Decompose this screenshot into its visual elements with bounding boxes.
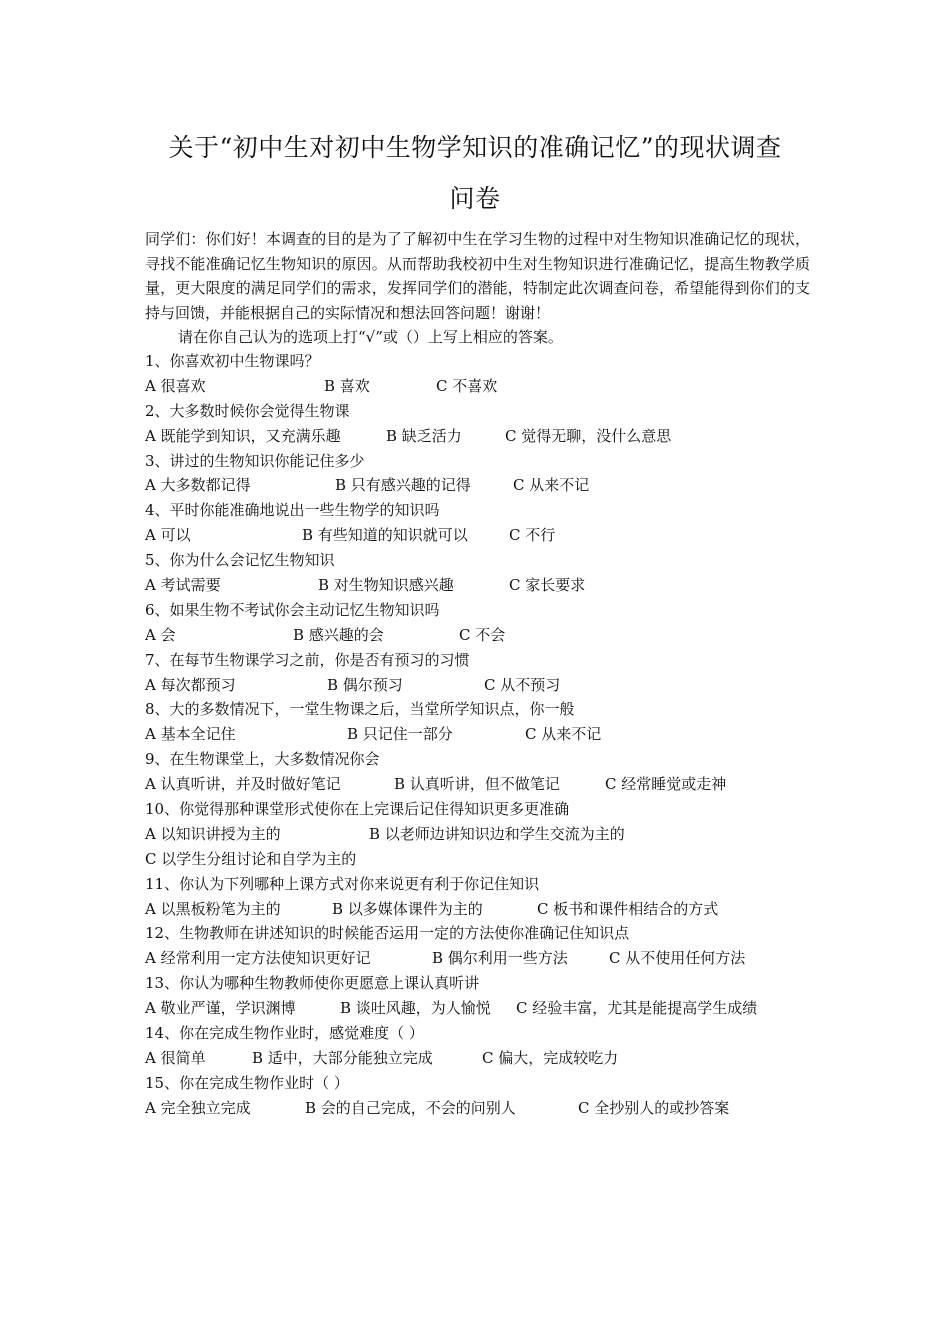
- options-3: [145, 473, 810, 498]
- option-b[interactable]: B 以老师边讲知识边和学生交流为主的: [369, 824, 625, 843]
- question-3: 3、讲过的生物知识你能记住多少: [145, 451, 365, 470]
- options-13: [145, 996, 810, 1021]
- option-b[interactable]: B 缺乏活力: [386, 426, 462, 445]
- option-b[interactable]: B 偶尔利用一些方法: [432, 949, 568, 968]
- option-b[interactable]: B 对生物知识感兴趣: [318, 576, 454, 595]
- option-c[interactable]: C 以学生分组讨论和自学为主的: [145, 849, 357, 868]
- option-b[interactable]: B 只有感兴趣的记得: [335, 476, 471, 495]
- option-c[interactable]: C 不会: [459, 625, 506, 644]
- question-list: [145, 349, 810, 1121]
- options-12: [145, 946, 810, 971]
- option-a[interactable]: A 考试需要: [145, 576, 221, 595]
- option-c[interactable]: C 不喜欢: [436, 376, 498, 395]
- intro-paragraph: 同学们：你们好！本调查的目的是为了了解初中生在学习生物的过程中对生物知识准确记忆的现状，寻找不能准确记忆生物知识的原因。从而帮助我校初中生对生物知识进行准确记忆，提高生物教学质量，更大限度的满足同学们的需求，发挥同学们的潜能，特制定此次调查问卷，希望能得到你们的支持与回馈，并能根据自己的实际情况和想法回答问题！谢谢！: [145, 230, 810, 322]
- option-c[interactable]: C 板书和课件相结合的方式: [537, 899, 719, 918]
- question-2: 2、大多数时候你会觉得生物课: [145, 401, 350, 420]
- option-c[interactable]: C 从不预习: [484, 675, 561, 694]
- options-14: [145, 1046, 810, 1071]
- option-b[interactable]: B 感兴趣的会: [293, 625, 384, 644]
- question-8: 8、大的多数情况下，一堂生物课之后，当堂所学知识点，你一般: [145, 700, 575, 719]
- option-a[interactable]: A 以知识讲授为主的: [145, 824, 281, 843]
- options-5: [145, 573, 810, 598]
- question-13: 13、你认为哪种生物教师使你更愿意上课认真听讲: [145, 974, 480, 993]
- options-6: [145, 623, 810, 648]
- options-1: [145, 374, 810, 399]
- option-a[interactable]: A 很喜欢: [145, 376, 206, 395]
- option-c[interactable]: C 全抄别人的或抄答案: [578, 1098, 730, 1117]
- question-6: 6、如果生物不考试你会主动记忆生物知识吗: [145, 600, 440, 619]
- option-c[interactable]: C 经验丰富，尤其是能提高学生成绩: [516, 999, 758, 1018]
- options-10: [145, 822, 810, 847]
- question-15: 15、你在完成生物作业时（ ）: [145, 1073, 349, 1092]
- question-9: 9、在生物课堂上，大多数情况你会: [145, 750, 380, 769]
- question-11: 11、你认为下列哪种上课方式对你来说更有利于你记住知识: [145, 874, 540, 893]
- option-a[interactable]: A 很简单: [145, 1048, 206, 1067]
- option-a[interactable]: A 每次都预习: [145, 675, 236, 694]
- option-a[interactable]: A 可以: [145, 526, 191, 545]
- question-10: 10、你觉得那种课堂形式使你在上完课后记住得知识更多更准确: [145, 800, 570, 819]
- option-c[interactable]: C 偏大，完成较吃力: [482, 1048, 619, 1067]
- options-7: [145, 673, 810, 698]
- question-5: 5、你为什么会记忆生物知识: [145, 551, 335, 570]
- option-a[interactable]: A 以黑板粉笔为主的: [145, 899, 281, 918]
- option-b[interactable]: B 谈吐风趣，为人愉悦: [340, 999, 491, 1018]
- option-a[interactable]: A 会: [145, 625, 176, 644]
- option-a[interactable]: A 经常利用一定方法使知识更好记: [145, 949, 371, 968]
- option-a[interactable]: A 敬业严谨，学识渊博: [145, 999, 296, 1018]
- option-b[interactable]: B 只记住一部分: [347, 725, 453, 744]
- intro-section: [145, 227, 810, 350]
- option-c[interactable]: C 家长要求: [509, 576, 586, 595]
- question-4: 4、平时你能准确地说出一些生物学的知识吗: [145, 501, 440, 520]
- question-12: 12、生物教师在讲述知识的时候能否运用一定的方法使你准确记住知识点: [145, 924, 630, 943]
- options-4: [145, 523, 810, 548]
- options-10-continued: [145, 847, 810, 872]
- option-c[interactable]: C 经常睡觉或走神: [605, 775, 727, 794]
- option-b[interactable]: B 适中，大部分能独立完成: [252, 1048, 433, 1067]
- options-15: [145, 1096, 810, 1121]
- option-b[interactable]: B 认真听讲，但不做笔记: [394, 775, 560, 794]
- option-c[interactable]: C 从来不记: [525, 725, 602, 744]
- options-11: [145, 897, 810, 922]
- option-b[interactable]: B 以多媒体课件为主的: [332, 899, 483, 918]
- document-title-continued: 问卷: [449, 184, 501, 213]
- instruction-text: 请在你自己认为的选项上打“√”或（）上写上相应的答案。: [178, 328, 563, 347]
- option-a[interactable]: A 既能学到知识，又充满乐趣: [145, 426, 341, 445]
- question-1: 1、你喜欢初中生物课吗？: [145, 352, 320, 370]
- option-b[interactable]: B 喜欢: [324, 376, 370, 395]
- option-c[interactable]: C 不行: [509, 526, 556, 545]
- option-c[interactable]: C 从来不记: [513, 476, 590, 495]
- question-14: 14、你在完成生物作业时，感觉难度（ ）: [145, 1024, 424, 1043]
- option-a[interactable]: A 完全独立完成: [145, 1098, 251, 1117]
- option-b[interactable]: B 偶尔预习: [327, 675, 403, 694]
- document-title: 关于“初中生对初中生物学知识的准确记忆”的现状调查: [168, 133, 782, 162]
- option-a[interactable]: A 大多数都记得: [145, 476, 251, 495]
- option-b[interactable]: B 有些知道的知识就可以: [302, 526, 468, 545]
- options-9: [145, 772, 810, 797]
- option-b[interactable]: B 会的自己完成，不会的问别人: [305, 1098, 516, 1117]
- option-a[interactable]: A 基本全记住: [145, 725, 236, 744]
- options-8: [145, 722, 810, 747]
- question-7: 7、在每节生物课学习之前，你是否有预习的习惯: [145, 650, 470, 669]
- options-2: [145, 424, 810, 449]
- option-c[interactable]: C 从不使用任何方法: [609, 949, 746, 968]
- option-a[interactable]: A 认真听讲，并及时做好笔记: [145, 775, 341, 794]
- option-c[interactable]: C 觉得无聊，没什么意思: [505, 426, 672, 445]
